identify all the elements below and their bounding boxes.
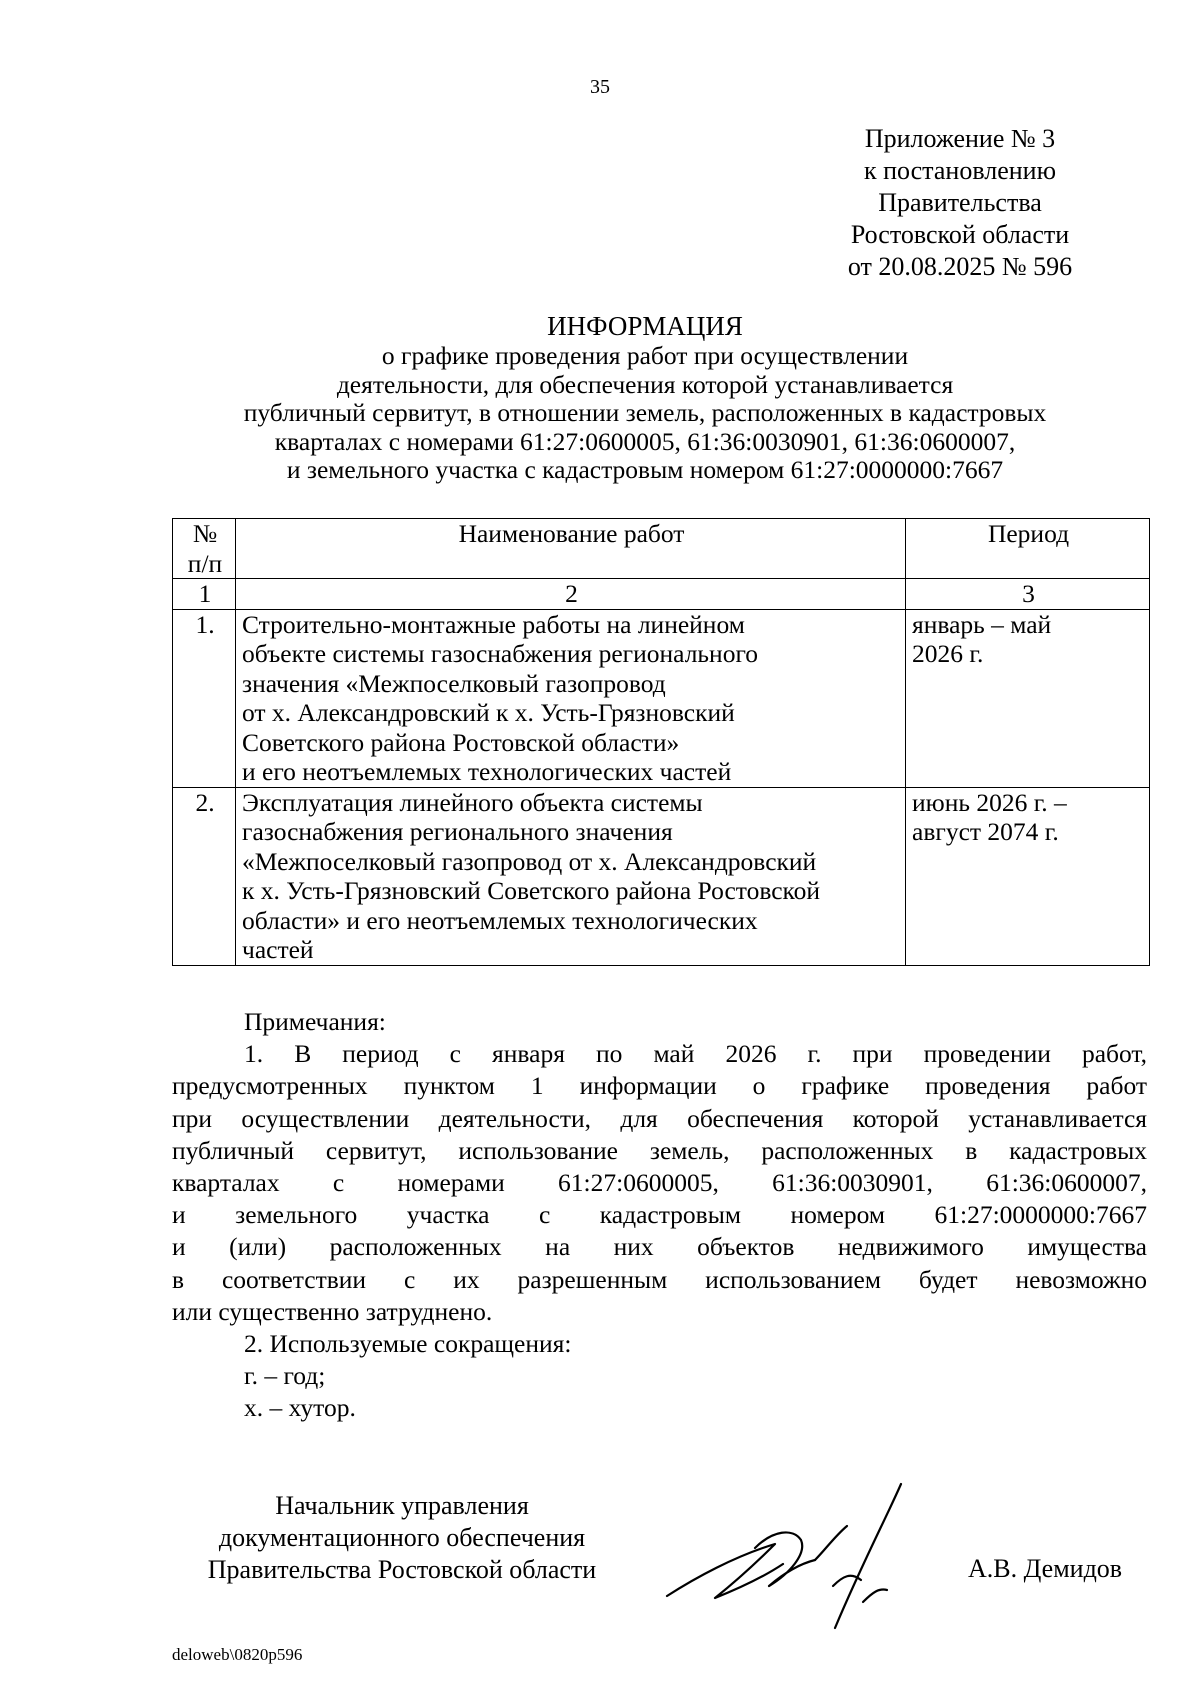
row-name-line: области» и его неотъемлемых технологических bbox=[242, 905, 758, 935]
row-name bbox=[236, 609, 906, 787]
note-line: или существенно затруднено. bbox=[172, 1296, 493, 1326]
note-line: и земельного участка с кадастровым номером 61:27:0000000:7667 bbox=[172, 1200, 1147, 1230]
row-name-line: значения «Межпоселковый газопровод bbox=[242, 668, 666, 698]
note-line: в соответствии с их разрешенным использованием будет невозможно bbox=[172, 1264, 1147, 1294]
header-num-line: № bbox=[192, 519, 218, 548]
table-header-row bbox=[173, 519, 1150, 579]
note-line: предусмотренных пунктом 1 информации о графике проведения работ bbox=[172, 1071, 1147, 1101]
abbreviation-item: г. – год; bbox=[244, 1361, 326, 1391]
title-line: о графике проведения работ при осуществлении bbox=[381, 341, 909, 370]
row-period-line: август 2074 г. bbox=[912, 817, 1059, 846]
title-heading: ИНФОРМАЦИЯ bbox=[547, 311, 743, 341]
row-period-line: июнь 2026 г. – bbox=[912, 787, 1067, 817]
index-cell: 3 bbox=[906, 579, 1150, 610]
appendix-line: Правительства bbox=[878, 188, 1042, 217]
document-title bbox=[170, 310, 1120, 485]
row-name-line: к х. Усть-Грязновский Советского района Ростовской bbox=[242, 876, 821, 905]
page-number: 35 bbox=[590, 76, 610, 98]
table-row bbox=[173, 787, 1150, 965]
row-period bbox=[906, 787, 1150, 965]
table-row bbox=[173, 609, 1150, 787]
header-period: Период bbox=[906, 519, 1150, 579]
row-period-line: 2026 г. bbox=[912, 639, 984, 668]
notes-heading: Примечания: bbox=[244, 1007, 386, 1036]
appendix-line: от 20.08.2025 № 596 bbox=[847, 252, 1073, 281]
index-cell: 2 bbox=[236, 579, 906, 610]
handwritten-signature bbox=[665, 1478, 935, 1643]
document-footer: deloweb\0820p596 bbox=[172, 1645, 303, 1664]
table-index-row bbox=[173, 579, 1150, 610]
signatory-name: А.В. Демидов bbox=[968, 1554, 1123, 1583]
index-cell: 1 bbox=[173, 579, 236, 610]
row-num: 1. bbox=[173, 609, 236, 787]
row-period-line: январь – май bbox=[912, 609, 1052, 639]
appendix-block bbox=[820, 123, 1100, 283]
row-name-line: Строительно-монтажные работы на линейном bbox=[242, 609, 745, 639]
position-line: Начальник управления bbox=[275, 1491, 529, 1520]
header-name: Наименование работ bbox=[236, 519, 906, 579]
row-num: 2. bbox=[173, 787, 236, 965]
row-name-line: объекте системы газоснабжения регионального bbox=[242, 639, 759, 668]
works-table bbox=[172, 518, 1150, 966]
row-name-line: от х. Александровский к х. Усть-Грязновский bbox=[242, 698, 735, 727]
position-line: документационного обеспечения bbox=[218, 1523, 586, 1552]
title-line: кварталах с номерами 61:27:0600005, 61:36:0030901, 61:36:0600007, bbox=[274, 426, 1016, 456]
title-line: публичный сервитут, в отношении земель, расположенных в кадастровых bbox=[243, 398, 1047, 427]
row-name bbox=[236, 787, 906, 965]
note-line: публичный сервитут, использование земель, расположенных в кадастровых bbox=[172, 1135, 1147, 1165]
note-line: 1. В период с января по май 2026 г. при проведении работ, bbox=[244, 1039, 1147, 1069]
header-num-line: п/п bbox=[187, 548, 223, 578]
row-name-line: «Межпоселковый газопровод от х. Александровский bbox=[242, 846, 817, 876]
row-name-line: частей bbox=[242, 935, 314, 964]
title-line: и земельного участка с кадастровым номером 61:27:0000000:7667 bbox=[286, 455, 1004, 484]
signatory-position bbox=[172, 1490, 632, 1586]
appendix-line: Приложение № 3 bbox=[864, 124, 1056, 153]
header-num bbox=[173, 519, 236, 579]
row-name-line: газоснабжения регионального значения bbox=[242, 817, 673, 846]
appendix-line: к постановлению bbox=[863, 156, 1057, 185]
note-line: кварталах с номерами 61:27:0600005, 61:36:0030901, 61:36:0600007, bbox=[172, 1168, 1147, 1198]
row-period bbox=[906, 609, 1150, 787]
row-name-line: Советского района Ростовской области» bbox=[242, 727, 680, 757]
appendix-line: Ростовской области bbox=[850, 220, 1070, 249]
note-line: и (или) расположенных на них объектов недвижимого имущества bbox=[172, 1232, 1147, 1262]
title-line: деятельности, для обеспечения которой устанавливается bbox=[336, 369, 954, 399]
title-subtitle bbox=[170, 342, 1120, 485]
position-line: Правительства Ростовской области bbox=[207, 1555, 597, 1584]
row-name-line: Эксплуатация линейного объекта системы bbox=[242, 787, 703, 817]
note-abbreviations-heading: 2. Используемые сокращения: bbox=[244, 1329, 572, 1359]
notes-section bbox=[172, 1006, 1147, 1425]
row-name-line: и его неотъемлемых технологических частей bbox=[242, 757, 732, 786]
abbreviation-item: х. – хутор. bbox=[244, 1393, 356, 1423]
note-line: при осуществлении деятельности, для обеспечения которой устанавливается bbox=[172, 1103, 1147, 1133]
